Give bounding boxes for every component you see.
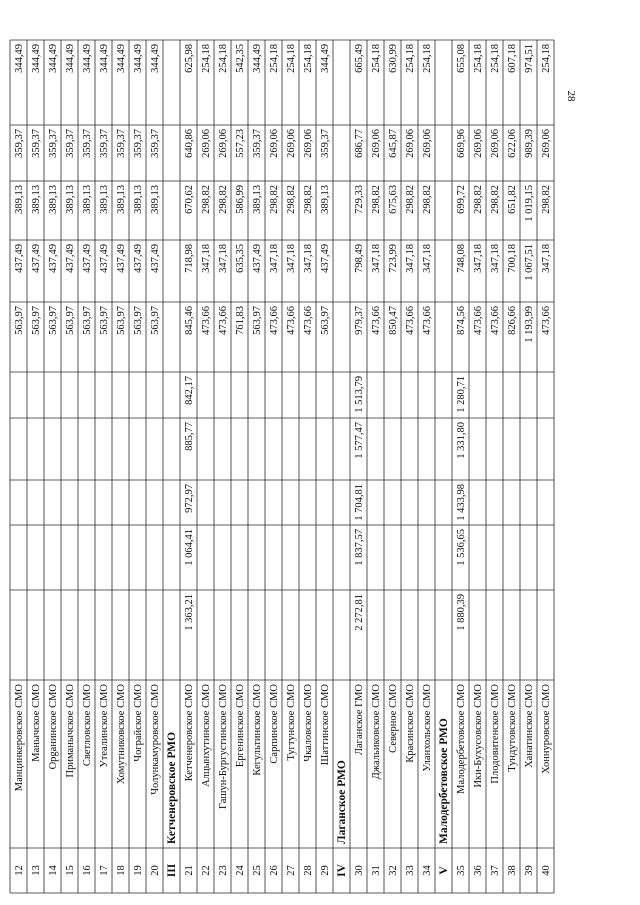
row-number: 26 (269, 865, 280, 876)
value-cell: 254,18 (541, 44, 552, 73)
value-cell: 989,39 (524, 129, 535, 158)
value-cell: 1 837,57 (354, 529, 365, 566)
value-cell: 359,37 (14, 129, 25, 158)
municipality-name: Ергенинское СМО (235, 684, 246, 768)
value-cell: 563,97 (150, 306, 161, 335)
row-number: 40 (541, 865, 552, 876)
value-cell: 1 019,15 (524, 185, 535, 222)
value-cell: 359,37 (82, 129, 93, 158)
value-cell: 1 577,47 (354, 422, 365, 459)
value-cell: 1 513,79 (354, 376, 365, 413)
value-cell: 563,97 (99, 306, 110, 335)
value-cell: 347,18 (422, 244, 433, 273)
value-cell: 761,83 (235, 306, 246, 335)
value-cell: 359,37 (31, 129, 42, 158)
municipality-name: Орgaнинское СМО (48, 684, 59, 770)
value-cell: 298,82 (473, 185, 484, 214)
value-cell: 359,37 (150, 129, 161, 158)
value-cell: 473,66 (201, 306, 212, 335)
value-cell: 979,37 (354, 306, 365, 335)
value-cell: 269,06 (490, 129, 501, 158)
row-number: 12 (14, 865, 25, 876)
value-cell: 437,49 (82, 244, 93, 273)
row-number: 35 (456, 865, 467, 876)
value-cell: 437,49 (150, 244, 161, 273)
value-cell: 389,13 (14, 185, 25, 214)
value-cell: 437,49 (133, 244, 144, 273)
value-cell: 563,97 (82, 306, 93, 335)
value-cell: 359,37 (116, 129, 127, 158)
value-cell: 874,56 (456, 306, 467, 335)
value-cell: 389,13 (252, 185, 263, 214)
value-cell: 344,49 (252, 44, 263, 73)
row-number: 38 (507, 865, 518, 876)
value-cell: 850,47 (388, 306, 399, 335)
value-cell: 344,49 (65, 44, 76, 73)
value-cell: 344,49 (116, 44, 127, 73)
value-cell: 359,37 (48, 129, 59, 158)
value-cell: 389,13 (320, 185, 331, 214)
row-number: III (166, 863, 178, 878)
value-cell: 640,86 (184, 129, 195, 158)
value-cell: 563,97 (31, 306, 42, 335)
value-cell: 344,49 (150, 44, 161, 73)
row-number: 17 (99, 865, 110, 876)
value-cell: 269,06 (201, 129, 212, 158)
value-cell: 254,18 (286, 44, 297, 73)
value-cell: 298,82 (286, 185, 297, 214)
municipality-name: Шаттинское СМО (320, 684, 331, 766)
value-cell: 437,49 (65, 244, 76, 273)
value-cell: 729,33 (354, 185, 365, 214)
value-cell: 347,18 (405, 244, 416, 273)
value-cell: 563,97 (116, 306, 127, 335)
municipality-name: Чолункамуровское СМО (150, 684, 161, 795)
value-cell: 630,99 (388, 44, 399, 73)
value-cell: 563,97 (14, 306, 25, 335)
value-cell: 473,66 (473, 306, 484, 335)
value-cell: 347,18 (303, 244, 314, 273)
value-cell: 389,13 (82, 185, 93, 214)
value-cell: 798,49 (354, 244, 365, 273)
municipality-name: Сарпинское СМО (269, 684, 280, 764)
value-cell: 1 704,81 (354, 484, 365, 521)
value-cell: 1 280,71 (456, 376, 467, 413)
municipality-name: Красинское СМО (405, 684, 416, 763)
value-cell: 347,18 (218, 244, 229, 273)
row-number: 25 (252, 865, 263, 876)
value-cell: 1 433,98 (456, 484, 467, 521)
row-number: 30 (354, 865, 365, 876)
value-cell: 635,35 (235, 244, 246, 273)
value-cell: 1 331,80 (456, 422, 467, 459)
row-number: 28 (303, 865, 314, 876)
value-cell: 254,18 (422, 44, 433, 73)
value-cell: 718,98 (184, 244, 195, 273)
value-cell: 389,13 (150, 185, 161, 214)
value-cell: 473,66 (303, 306, 314, 335)
row-number: 20 (150, 865, 161, 876)
value-cell: 269,06 (371, 129, 382, 158)
value-cell: 347,18 (286, 244, 297, 273)
row-number: 18 (116, 865, 127, 876)
value-cell: 675,63 (388, 185, 399, 214)
municipality-name: Утеaлинское СМО (99, 684, 110, 768)
value-cell: 542,35 (235, 44, 246, 73)
value-cell: 269,06 (303, 129, 314, 158)
value-cell: 607,18 (507, 44, 518, 73)
row-number: 34 (422, 865, 433, 876)
value-cell: 1 064,41 (184, 529, 195, 566)
value-cell: 298,82 (371, 185, 382, 214)
value-cell: 344,49 (133, 44, 144, 73)
value-cell: 344,49 (31, 44, 42, 73)
value-cell: 699,72 (456, 185, 467, 214)
value-cell: 269,06 (422, 129, 433, 158)
value-cell: 700,18 (507, 244, 518, 273)
value-cell: 254,18 (405, 44, 416, 73)
value-cell: 254,18 (371, 44, 382, 73)
row-number: 37 (490, 865, 501, 876)
value-cell: 347,18 (473, 244, 484, 273)
value-cell: 885,77 (184, 422, 195, 451)
value-cell: 1 363,21 (184, 594, 195, 631)
value-cell: 269,06 (269, 129, 280, 158)
row-number: 22 (201, 865, 212, 876)
value-cell: 473,66 (286, 306, 297, 335)
value-cell: 1 880,39 (456, 594, 467, 631)
municipality-name: Светловское СМО (82, 684, 93, 767)
municipality-name: Чкаловское СМО (303, 684, 314, 762)
section-header: Малодербетовское РМО (438, 718, 450, 844)
value-cell: 437,49 (99, 244, 110, 273)
row-number: 15 (65, 865, 76, 876)
value-cell: 344,49 (14, 44, 25, 73)
municipality-name: Алцынхутинское СМО (201, 684, 212, 787)
municipality-name: Плодовитенское СМО (490, 684, 501, 784)
row-number: 24 (235, 865, 246, 876)
municipality-name: Джальиковское СМО (371, 684, 382, 780)
municipality-name: Северное СМО (388, 684, 399, 753)
value-cell: 344,49 (82, 44, 93, 73)
value-cell: 298,82 (422, 185, 433, 214)
value-cell: 437,49 (48, 244, 59, 273)
value-cell: 748,08 (456, 244, 467, 273)
row-number: V (438, 866, 450, 875)
value-cell: 389,13 (99, 185, 110, 214)
value-cell: 563,97 (320, 306, 331, 335)
value-cell: 845,46 (184, 306, 195, 335)
value-cell: 437,49 (320, 244, 331, 273)
value-cell: 298,82 (218, 185, 229, 214)
value-cell: 655,08 (456, 44, 467, 73)
value-cell: 347,18 (490, 244, 501, 273)
value-cell: 437,49 (116, 244, 127, 273)
row-number: 29 (320, 865, 331, 876)
row-number: 21 (184, 865, 195, 876)
value-cell: 473,66 (490, 306, 501, 335)
value-cell: 389,13 (48, 185, 59, 214)
municipality-name: Лаганское ГМО (354, 684, 365, 756)
value-cell: 972,97 (184, 484, 195, 513)
value-cell: 389,13 (31, 185, 42, 214)
municipality-name: Хоннуровское СМО (541, 684, 552, 774)
value-cell: 974,51 (524, 44, 535, 73)
value-cell: 1 067,51 (524, 244, 535, 281)
value-cell: 298,82 (201, 185, 212, 214)
value-cell: 298,82 (269, 185, 280, 214)
value-cell: 557,23 (235, 129, 246, 158)
value-cell: 563,97 (133, 306, 144, 335)
value-cell: 2 272,81 (354, 594, 365, 631)
row-number: 16 (82, 865, 93, 876)
value-cell: 389,13 (65, 185, 76, 214)
value-cell: 670,62 (184, 185, 195, 214)
municipality-name: Малодербетовское СМО (456, 684, 467, 794)
row-number: 31 (371, 865, 382, 876)
page-number: 28 (565, 90, 577, 102)
value-cell: 669,96 (456, 129, 467, 158)
value-cell: 665,49 (354, 44, 365, 73)
value-cell: 269,06 (286, 129, 297, 158)
value-cell: 563,97 (252, 306, 263, 335)
value-cell: 622,06 (507, 129, 518, 158)
value-cell: 347,18 (201, 244, 212, 273)
value-cell: 254,18 (473, 44, 484, 73)
value-cell: 347,18 (371, 244, 382, 273)
value-cell: 269,06 (541, 129, 552, 158)
row-number: 33 (405, 865, 416, 876)
value-cell: 842,17 (184, 376, 195, 405)
value-cell: 563,97 (65, 306, 76, 335)
value-cell: 359,37 (252, 129, 263, 158)
value-cell: 473,66 (269, 306, 280, 335)
row-number: 23 (218, 865, 229, 876)
value-cell: 298,82 (541, 185, 552, 214)
value-cell: 269,06 (218, 129, 229, 158)
row-number: 14 (48, 865, 59, 876)
municipality-name: Манычское СМО (31, 684, 42, 762)
row-number: 36 (473, 865, 484, 876)
row-number: 32 (388, 865, 399, 876)
value-cell: 473,66 (422, 306, 433, 335)
value-cell: 359,37 (99, 129, 110, 158)
value-cell: 389,13 (133, 185, 144, 214)
value-cell: 645,87 (388, 129, 399, 158)
value-cell: 473,66 (405, 306, 416, 335)
value-cell: 269,06 (405, 129, 416, 158)
municipality-name: Кетченеровское СМО (184, 684, 195, 782)
municipality-name: Чограйское СМО (133, 684, 144, 762)
value-cell: 437,49 (14, 244, 25, 273)
value-cell: 473,66 (541, 306, 552, 335)
municipality-name: Уланхольское СМО (422, 684, 433, 772)
value-cell: 344,49 (48, 44, 59, 73)
value-cell: 344,49 (320, 44, 331, 73)
value-cell: 473,66 (218, 306, 229, 335)
value-cell: 473,66 (371, 306, 382, 335)
value-cell: 359,37 (320, 129, 331, 158)
value-cell: 723,99 (388, 244, 399, 273)
value-cell: 359,37 (133, 129, 144, 158)
municipality-name: Приманычское СМО (65, 684, 76, 778)
value-cell: 563,97 (48, 306, 59, 335)
value-cell: 254,18 (201, 44, 212, 73)
value-cell: 359,37 (65, 129, 76, 158)
municipality-name: Тундутовское СМО (507, 684, 518, 772)
value-cell: 1 193,99 (524, 306, 535, 343)
municipality-name: Хомутниковское СМО (116, 684, 127, 785)
section-header: Лаганское РМО (336, 760, 348, 844)
section-header: Кетченеровское РМО (166, 731, 178, 844)
value-cell: 254,18 (218, 44, 229, 73)
row-number: 27 (286, 865, 297, 876)
municipality-name: Манцинкеровское СМО (14, 684, 25, 792)
value-cell: 269,06 (473, 129, 484, 158)
municipality-name: Тугтунское СМО (286, 684, 297, 761)
municipality-name: Ханатинское СМО (524, 684, 535, 768)
value-cell: 389,13 (116, 185, 127, 214)
value-cell: 1 536,65 (456, 529, 467, 566)
value-cell: 347,18 (541, 244, 552, 273)
value-cell: 254,18 (303, 44, 314, 73)
value-cell: 254,18 (490, 44, 501, 73)
value-cell: 686,77 (354, 129, 365, 158)
value-cell: 651,82 (507, 185, 518, 214)
value-cell: 437,49 (252, 244, 263, 273)
value-cell: 437,49 (31, 244, 42, 273)
value-cell: 826,66 (507, 306, 518, 335)
row-number: IV (336, 864, 348, 877)
row-number: 13 (31, 865, 42, 876)
value-cell: 298,82 (405, 185, 416, 214)
row-number: 39 (524, 865, 535, 876)
value-cell: 347,18 (269, 244, 280, 273)
value-cell: 254,18 (269, 44, 280, 73)
municipality-name: Ики-Бухусовское СМО (473, 684, 484, 788)
value-cell: 298,82 (303, 185, 314, 214)
value-cell: 586,99 (235, 185, 246, 214)
value-cell: 625,98 (184, 44, 195, 73)
municipality-name: Кегультинское СМО (252, 684, 263, 776)
value-cell: 344,49 (99, 44, 110, 73)
municipality-name: Гашун-Бургустинское СМО (218, 684, 229, 810)
row-number: 19 (133, 865, 144, 876)
value-cell: 298,82 (490, 185, 501, 214)
